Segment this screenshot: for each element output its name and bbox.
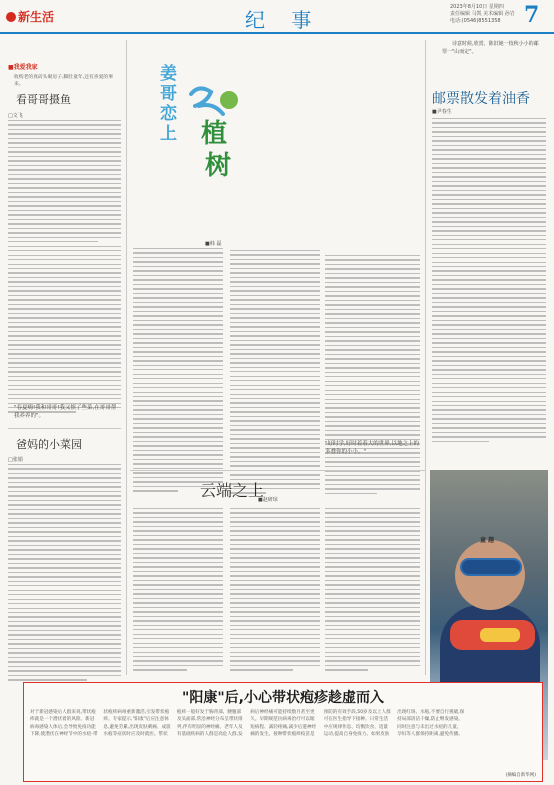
pull-quote: "春夏嗨!我和哥哥!我又慎了些菜,在哥哥帮我养养的"。 xyxy=(14,405,117,419)
pull-quote-right: "好时学,好时着着大的世界,以地之上的多叠你的小小。" xyxy=(325,441,420,455)
health-article-box xyxy=(23,682,543,782)
brand-icon xyxy=(6,12,16,22)
page-header xyxy=(0,0,554,34)
health-article-body: 对于新冠感染后人群来说,带状疱疹就是一个潜伏着的风险。新冠病毒感染人体后,会导致免疫功能下降,使潜伏在神经节中的水痘-带状疱疹病毒重新激活,引发带状疱疹。专家提示,"阳康"后应注意休息,避免劳累,出现皮肤刺痛、成簇水疱等症状时应及时就医。带状疱疹一般好发于胸背部、腰腹部及头面部,常沿神经分布呈带状排列,伴有明显的神经痛。老年人及有基础疾病的人群是高危人群,发病后神经痛可能持续数月甚至更久。早期规范抗病毒治疗可以缩短病程、减轻疼痛,减少后遗神经痛的发生。接种带状疱疹疫苗是预防的有效手段,50岁及以上人群可在医生指导下接种。日常生活中应规律作息、均衡饮食、适量运动,提高自身免疫力。如果皮肤出现红斑、水疱,不要自行挑破,保持局部清洁干燥,防止继发感染。同时注意与未出过水痘的儿童、孕妇等人群保持距离,避免传播。 xyxy=(30,710,465,737)
divider xyxy=(8,428,121,429)
title-glyph-zhi: 植 xyxy=(201,119,228,149)
issue-meta xyxy=(450,4,515,25)
issue-editors: 责任编辑 马凯 美术编辑 孙岩 xyxy=(450,11,515,17)
yunduan-body-col1 xyxy=(133,508,223,674)
story-author-2: □张娟 xyxy=(8,457,23,463)
leaf-mark xyxy=(191,88,223,114)
divider xyxy=(130,470,425,471)
brand-logo xyxy=(6,8,54,25)
story-body-1 xyxy=(8,120,121,416)
feature-body-col2 xyxy=(230,250,320,497)
health-article-credit: (摘编自新华网) xyxy=(505,773,536,778)
feature-title-art xyxy=(183,80,263,180)
brand-name: 新生活 xyxy=(18,10,55,24)
feature-author: ■韩 磊 xyxy=(205,241,222,247)
title-glyph-shu: 树 xyxy=(205,151,232,180)
feature-body-col1 xyxy=(133,248,223,495)
yunduan-body-col3 xyxy=(325,508,420,674)
yunduan-body-col2 xyxy=(230,508,320,674)
story-author-youpiao: ■尹春生 xyxy=(432,109,452,115)
column-divider xyxy=(425,40,426,675)
photo-caption: 童 趣 xyxy=(480,537,495,544)
leaf-icon xyxy=(220,91,238,109)
story-title-2: 爸妈的小菜园 xyxy=(16,438,82,451)
photo-goggles xyxy=(460,558,522,576)
poem-snippet xyxy=(442,40,542,56)
column-tag: ■我爱我家 xyxy=(8,64,38,71)
story-title-yunduan: 云端之上 xyxy=(200,481,265,500)
photo-water-gun-detail xyxy=(480,628,520,642)
section-title: 纪 事 xyxy=(245,8,322,32)
poem-text: 诗意时候,欣赏、陈旧她一枝秋小小的邮票一"山而定"。 xyxy=(442,41,539,55)
column-divider xyxy=(126,40,127,675)
feature-body-col3 xyxy=(325,255,420,497)
youpiao-body xyxy=(432,118,546,445)
column-intro: 收购老的真砖头砌房子,脚肚童年,还有喜爱的事来。 xyxy=(14,75,113,88)
story-body-2 xyxy=(8,464,121,684)
story-author-1: □文飞 xyxy=(8,113,23,119)
issue-phone: 电话:(0546)8551358 xyxy=(450,18,501,24)
health-article-headline: "阳康"后,小心带状疱疹趁虚而入 xyxy=(182,690,384,706)
story-author-yunduan: ■赵研琼 xyxy=(258,497,278,503)
story-title-1: 看哥哥摄鱼 xyxy=(16,93,71,106)
page-number: 7 xyxy=(524,2,540,28)
story-title-youpiao: 邮票散发着油香 xyxy=(432,91,530,107)
issue-date: 2023年8月10日 星期四 xyxy=(450,4,504,10)
feature-title-left: 姜哥恋上 xyxy=(160,64,177,144)
